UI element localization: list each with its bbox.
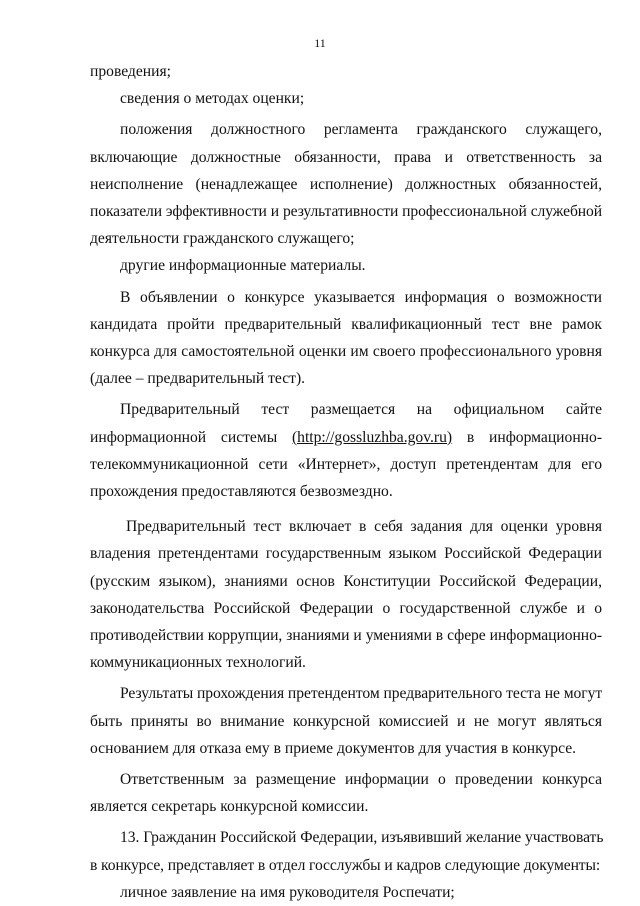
page-number: 11 <box>314 36 326 50</box>
paragraph-regulation <box>90 116 602 252</box>
text-line: является секретарь конкурсной комиссии. <box>90 798 369 816</box>
text-line: показатели эффективности и результативности профессиональной служебной <box>90 203 602 221</box>
text-line: быть приняты во внимание конкурсной комиссией и не могут являться <box>90 712 602 730</box>
paragraph-test-placement <box>90 396 602 505</box>
text-fragment: информационной системы <box>90 428 278 446</box>
document-body <box>90 58 602 906</box>
text-line: другие информационные материалы. <box>120 257 366 275</box>
paragraph-announcement <box>90 284 602 393</box>
text-line: конкурса для самостоятельной оценки им своего профессионального уровня <box>90 343 602 361</box>
text-line: проведения; <box>90 63 171 80</box>
paragraph-13 <box>90 824 602 878</box>
text-line: кандидата пройти предварительный квалификационный тест вне рамок <box>90 315 602 333</box>
text-line: включающие должностные обязанности, права и ответственность за <box>90 148 602 166</box>
text-line: законодательства Российской Федерации о государственной службе и о <box>90 599 602 617</box>
text-line: основанием для отказа ему в приеме документов для участия в конкурсе. <box>90 739 577 757</box>
text-line: Предварительный тест включает в себя задания для оценки уровня <box>126 518 602 536</box>
text-line: телекоммуникационной сети «Интернет», доступ претендентам для его <box>90 455 602 473</box>
text-line: сведения о методах оценки; <box>120 90 305 108</box>
paragraph-responsible <box>90 766 602 820</box>
text-fragment: в информационно- <box>466 428 603 446</box>
text-line: положения должностного регламента гражданского служащего, <box>120 121 602 139</box>
paragraph-test-content <box>90 513 602 676</box>
paragraph-test-results <box>90 680 602 762</box>
text-line: Ответственным за размещение информации о проведении конкурса <box>120 771 602 789</box>
text-line: (русским языком), знаниями основ Конституции Российской Федерации, <box>90 572 602 590</box>
text-line <box>90 424 602 451</box>
text-line: 13. Гражданин Российской Федерации, изъявивший желание участвовать <box>120 829 604 847</box>
text-line: Предварительный тест размещается на официальном сайте <box>120 401 602 419</box>
text-line: владения претендентами государственным языком Российской Федерации <box>90 545 602 563</box>
text-line: неисполнение (ненадлежащее исполнение) должностных обязанностей, <box>90 175 602 193</box>
text-line: Результаты прохождения претендентом предварительного теста не могут <box>120 685 603 703</box>
text-line: в конкурсе, представляет в отдел госслужбы и кадров следующие документы: <box>90 856 601 874</box>
text-line: В объявлении о конкурсе указывается информация о возможности <box>120 288 602 306</box>
text-line: коммуникационных технологий. <box>90 654 306 672</box>
text-line: личное заявление на имя руководителя Роспечати; <box>120 883 455 901</box>
text-line: (далее – предварительный тест). <box>90 370 306 388</box>
gossluzhba-link[interactable]: (http://gossluzhba.gov.ru) <box>291 428 453 446</box>
text-line: противодействии коррупции, знаниями и умениями в сфере информационно- <box>90 627 602 645</box>
text-line: прохождения предоставляются безвозмездно. <box>90 483 393 501</box>
text-line: деятельности гражданского служащего; <box>90 230 355 248</box>
